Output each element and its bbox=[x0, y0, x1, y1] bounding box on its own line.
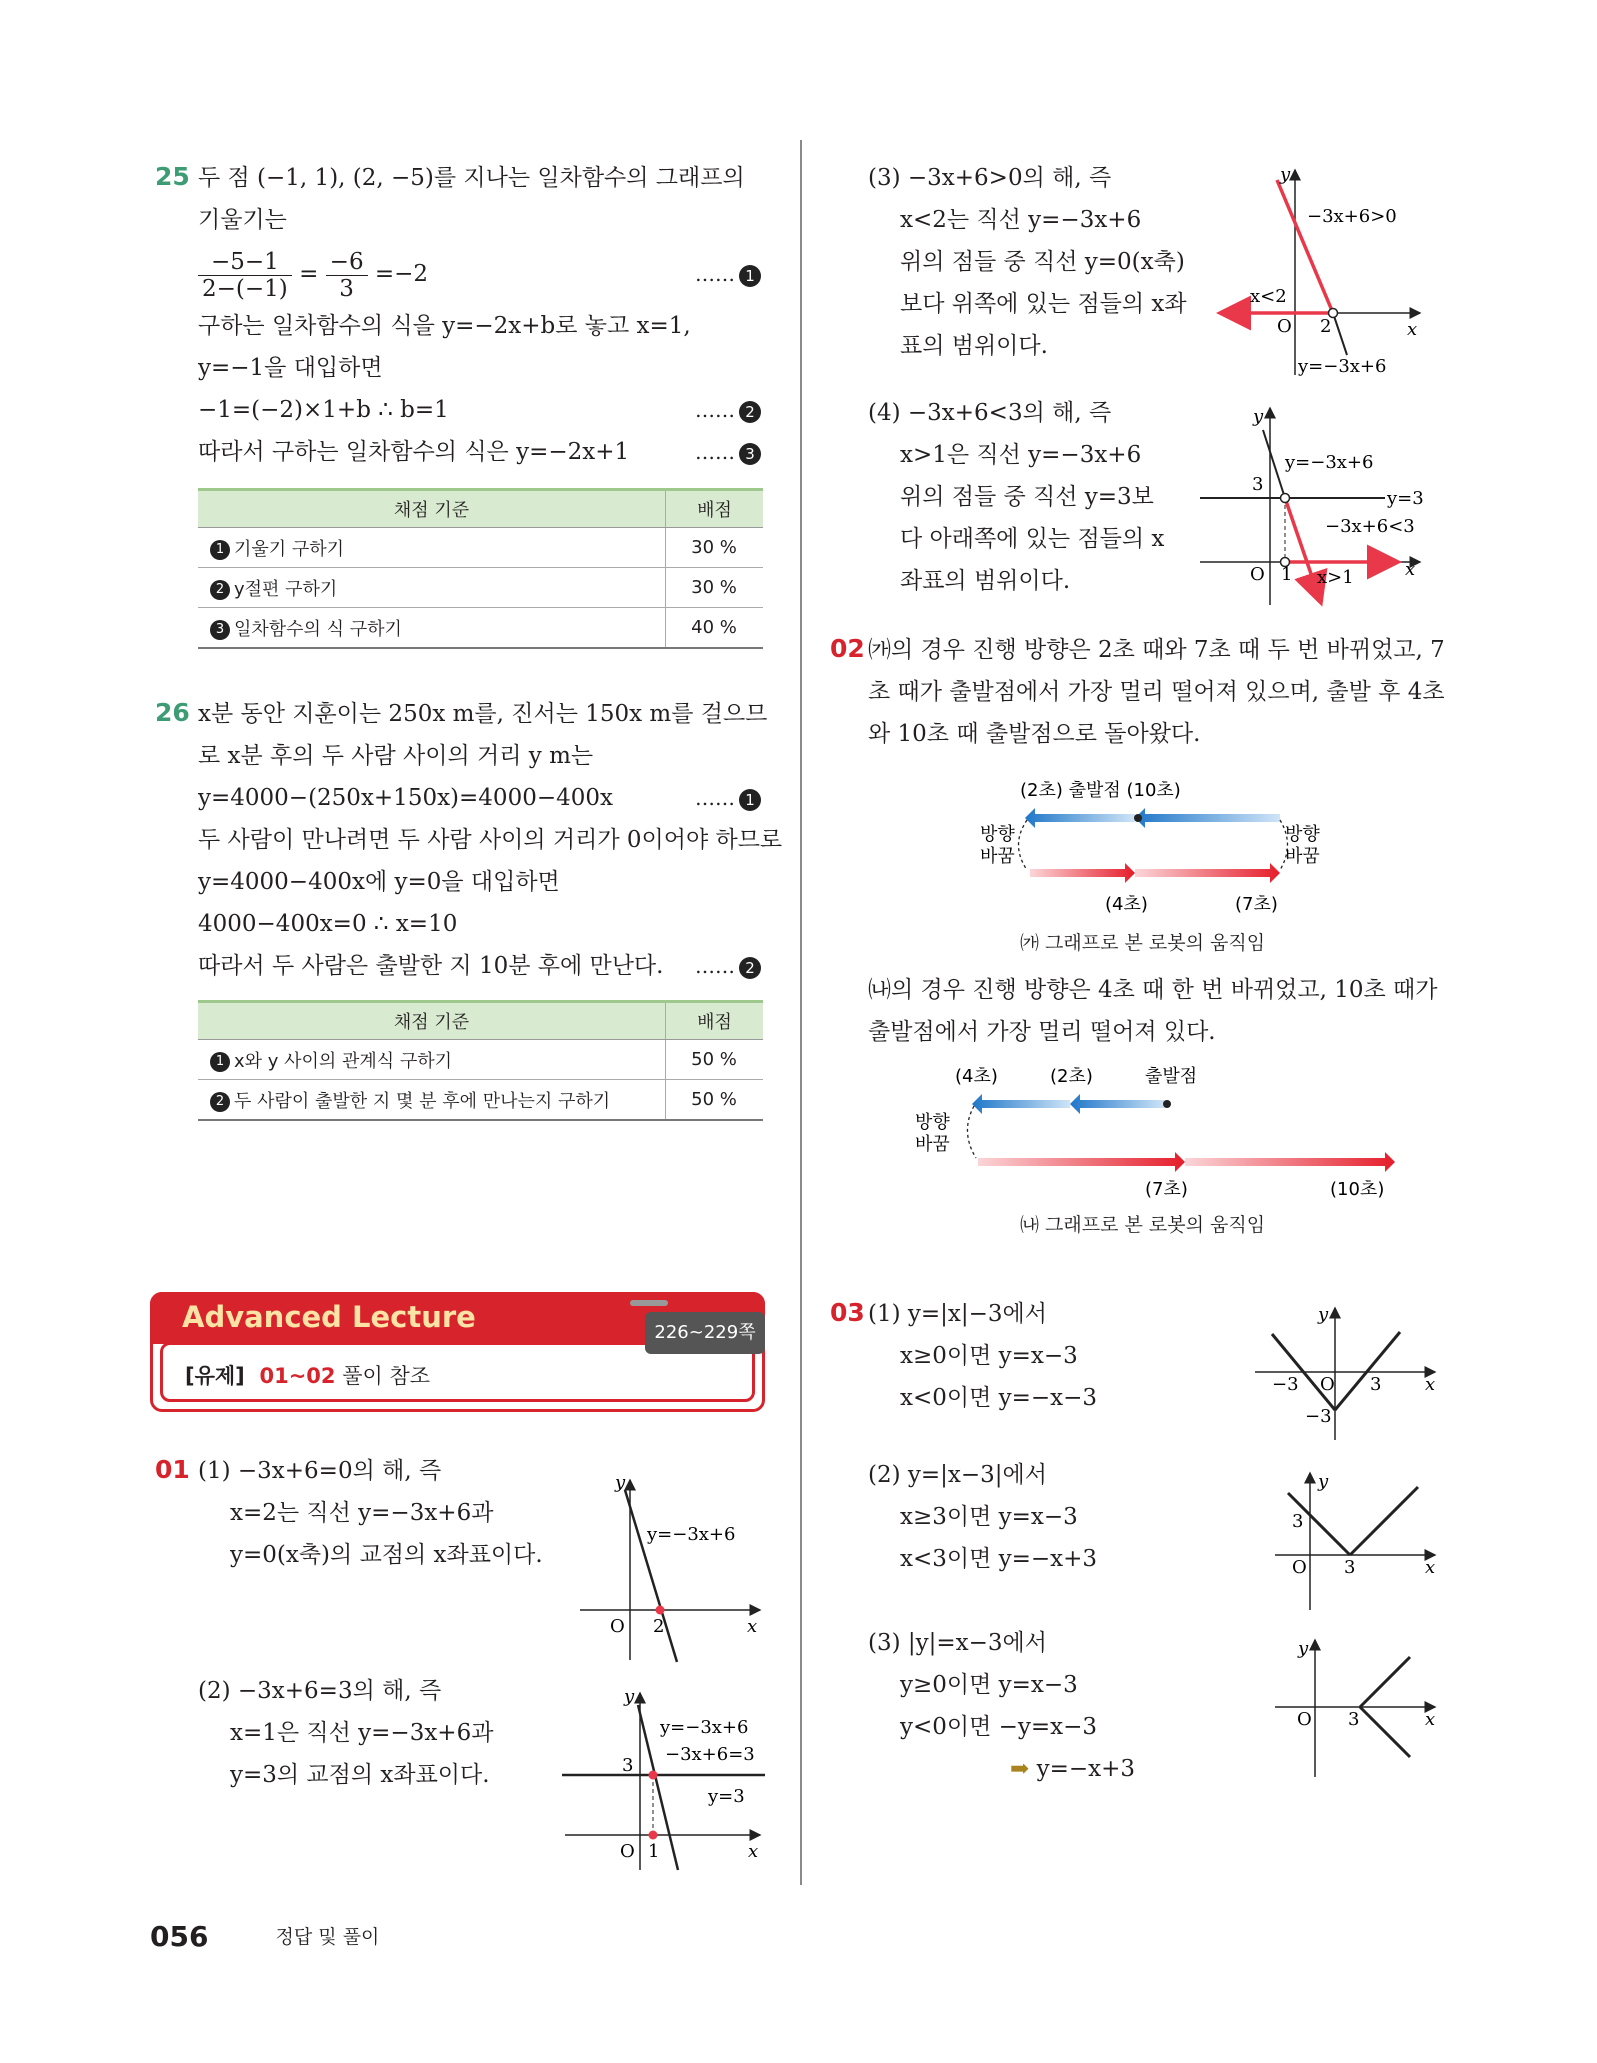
svg-text:y: y bbox=[615, 1472, 626, 1493]
svg-text:−3: −3 bbox=[1272, 1374, 1299, 1395]
svg-text:O: O bbox=[1320, 1374, 1335, 1395]
robot-diagram-a bbox=[975, 770, 1335, 920]
svg-text:(4초): (4초) bbox=[955, 1066, 998, 1087]
svg-text:O: O bbox=[1277, 316, 1292, 337]
svg-text:3: 3 bbox=[1344, 1557, 1356, 1578]
svg-text:−3x+6<3: −3x+6<3 bbox=[1325, 516, 1415, 537]
text-line: 두 사람이 만나려면 두 사람 사이의 거리가 0이어야 하므로 bbox=[198, 827, 783, 853]
svg-text:x>1: x>1 bbox=[1317, 567, 1354, 588]
svg-text:3: 3 bbox=[1292, 1511, 1304, 1532]
svg-text:(7초): (7초) bbox=[1235, 894, 1278, 915]
robot-diagram-b bbox=[910, 1060, 1400, 1200]
text-line: 두 점 (−1, 1), (2, −5)를 지나는 일차함수의 그래프의 bbox=[198, 165, 745, 191]
svg-text:3: 3 bbox=[1348, 1709, 1360, 1730]
step-mark-1: …… 1 bbox=[695, 262, 761, 287]
advanced-lecture-box bbox=[150, 1292, 765, 1412]
svg-text:O: O bbox=[1297, 1709, 1312, 1730]
svg-text:방향: 방향 bbox=[915, 1112, 950, 1133]
table-header: 배점 bbox=[666, 490, 764, 528]
svg-text:y=−3x+6: y=−3x+6 bbox=[1298, 356, 1387, 377]
svg-text:방향: 방향 bbox=[1285, 824, 1320, 845]
text-line: x≥3이면 y=x−3 bbox=[900, 1504, 1078, 1530]
svg-text:O: O bbox=[620, 1841, 635, 1862]
text-line: 와 10초 때 출발점으로 돌아왔다. bbox=[868, 721, 1201, 747]
text-line: x<3이면 y=−x+3 bbox=[900, 1546, 1098, 1572]
svg-text:−3x+6=3: −3x+6=3 bbox=[665, 1744, 755, 1765]
text-line: ➡ y=−x+3 bbox=[1010, 1756, 1136, 1782]
text-line: 위의 점들 중 직선 y=3보 bbox=[900, 484, 1154, 510]
graph-01-2 bbox=[560, 1685, 770, 1875]
page-number: 056 bbox=[150, 1920, 209, 1953]
svg-text:x: x bbox=[1405, 559, 1416, 580]
svg-text:1: 1 bbox=[1281, 564, 1293, 585]
text-line: (1) y=|x|−3에서 bbox=[868, 1301, 1047, 1327]
text-line: 기울기는 bbox=[198, 207, 287, 233]
answer-number: 03 bbox=[830, 1298, 865, 1327]
text-line: 로 x분 후의 두 사람 사이의 거리 y m는 bbox=[198, 743, 594, 769]
svg-text:(7초): (7초) bbox=[1145, 1179, 1188, 1200]
svg-text:x: x bbox=[1425, 1709, 1436, 1730]
step-mark-1: …… 1 bbox=[695, 786, 761, 811]
svg-text:출발점: 출발점 bbox=[1145, 1066, 1198, 1087]
svg-text:y: y bbox=[1318, 1304, 1329, 1325]
text-line: ㈎의 경우 진행 방향은 2초 때와 7초 때 두 번 바뀌었고, 7 bbox=[868, 637, 1445, 663]
table-row: 2 y절편 구하기 30 % bbox=[198, 568, 763, 608]
badge-pin-icon bbox=[630, 1300, 668, 1306]
text-line: x<2는 직선 y=−3x+6 bbox=[900, 207, 1142, 233]
diagram-caption: ㈎ 그래프로 본 로봇의 움직임 bbox=[1020, 932, 1266, 954]
svg-text:y=3: y=3 bbox=[1387, 488, 1424, 509]
text-line: −1=(−2)×1+b ∴ b=1 bbox=[198, 397, 449, 423]
svg-text:y=−3x+6: y=−3x+6 bbox=[647, 1524, 736, 1545]
implies-arrow-icon: ➡ bbox=[1010, 1756, 1030, 1782]
text-line: 초 때가 출발점에서 가장 멀리 떨어져 있으며, 출발 후 4초 bbox=[868, 679, 1445, 705]
graph-03-2 bbox=[1270, 1465, 1445, 1615]
page-footer bbox=[150, 1920, 379, 1953]
table-header: 배점 bbox=[666, 1002, 764, 1040]
graph-03-1 bbox=[1250, 1300, 1445, 1445]
text-line: x분 동안 지훈이는 250x m를, 진서는 150x m를 걸으므 bbox=[198, 701, 768, 727]
graph-01-1 bbox=[575, 1470, 765, 1665]
graph-01-4 bbox=[1195, 400, 1435, 610]
svg-text:1: 1 bbox=[648, 1841, 660, 1862]
text-line: (2) y=|x−3|에서 bbox=[868, 1462, 1047, 1488]
table-row: 2 두 사람이 출발한 지 몇 분 후에 만나는지 구하기 50 % bbox=[198, 1080, 763, 1121]
answer-number: 01 bbox=[155, 1455, 190, 1484]
scoring-table-26 bbox=[198, 1000, 763, 1121]
table-row: 3 일차함수의 식 구하기 40 % bbox=[198, 608, 763, 649]
svg-text:y: y bbox=[1298, 1638, 1309, 1659]
text-line: (1) −3x+6=0의 해, 즉 bbox=[198, 1458, 442, 1484]
text-line: y=4000−(250x+150x)=4000−400x bbox=[198, 785, 613, 811]
svg-text:(2초): (2초) bbox=[1050, 1066, 1093, 1087]
text-line: 위의 점들 중 직선 y=0(x축) bbox=[900, 249, 1185, 275]
svg-text:(2초) 출발점 (10초): (2초) 출발점 (10초) bbox=[1020, 780, 1181, 801]
step-mark-2: …… 2 bbox=[695, 954, 761, 979]
text-line: y<0이면 −y=x−3 bbox=[900, 1714, 1098, 1740]
svg-text:y: y bbox=[1253, 406, 1264, 427]
step-mark-2: …… 2 bbox=[695, 398, 761, 423]
text-line: 다 아래쪽에 있는 점들의 x bbox=[900, 526, 1165, 552]
svg-text:2: 2 bbox=[1320, 316, 1332, 337]
text-line: (3) −3x+6>0의 해, 즉 bbox=[868, 165, 1112, 191]
table-header: 채점 기준 bbox=[198, 490, 666, 528]
table-row: 1 x와 y 사이의 관계식 구하기 50 % bbox=[198, 1040, 763, 1080]
problem-number: 26 bbox=[155, 698, 190, 727]
diagram-caption: ㈏ 그래프로 본 로봇의 움직임 bbox=[1020, 1214, 1266, 1236]
svg-text:−3x+6>0: −3x+6>0 bbox=[1307, 206, 1397, 227]
svg-text:3: 3 bbox=[1370, 1374, 1382, 1395]
svg-text:y: y bbox=[624, 1686, 635, 1707]
text-line: 표의 범위이다. bbox=[900, 333, 1048, 359]
scoring-table-25 bbox=[198, 488, 763, 649]
footer-label: 정답 및 풀이 bbox=[275, 1926, 380, 1948]
text-line: 좌표의 범위이다. bbox=[900, 568, 1071, 594]
text-line: 따라서 두 사람은 출발한 지 10분 후에 만난다. bbox=[198, 953, 664, 979]
svg-text:O: O bbox=[610, 1616, 625, 1637]
text-line: x=2는 직선 y=−3x+6과 bbox=[230, 1500, 494, 1526]
slope-fraction: $\frac{-5-1}{2-(-1)}$ = $\frac{-6}{3}$ =−2 bbox=[198, 247, 428, 302]
svg-text:x: x bbox=[748, 1841, 759, 1862]
svg-text:O: O bbox=[1250, 564, 1265, 585]
text-line: (4) −3x+6<3의 해, 즉 bbox=[868, 400, 1112, 426]
text-line: x=1은 직선 y=−3x+6과 bbox=[230, 1720, 494, 1746]
svg-text:y=−3x+6: y=−3x+6 bbox=[1285, 452, 1374, 473]
svg-text:x: x bbox=[1425, 1374, 1436, 1395]
text-line: 보다 위쪽에 있는 점들의 x좌 bbox=[900, 291, 1187, 317]
text-line: y=4000−400x에 y=0을 대입하면 bbox=[198, 869, 560, 895]
text-line: y=−1을 대입하면 bbox=[198, 355, 383, 381]
text-line: (3) |y|=x−3에서 bbox=[868, 1630, 1047, 1656]
text-line: 출발점에서 가장 멀리 떨어져 있다. bbox=[868, 1019, 1216, 1045]
table-header: 채점 기준 bbox=[198, 1002, 666, 1040]
svg-text:2: 2 bbox=[653, 1616, 665, 1637]
svg-text:y=3: y=3 bbox=[708, 1786, 745, 1807]
svg-text:x: x bbox=[1425, 1557, 1436, 1578]
text-line: 4000−400x=0 ∴ x=10 bbox=[198, 911, 458, 937]
text-line: x≥0이면 y=x−3 bbox=[900, 1343, 1078, 1369]
svg-text:바꿈: 바꿈 bbox=[1285, 846, 1320, 867]
svg-text:y=−3x+6: y=−3x+6 bbox=[660, 1717, 749, 1738]
svg-text:x<2: x<2 bbox=[1250, 286, 1287, 307]
svg-text:x: x bbox=[747, 1616, 758, 1637]
text-line: ㈏의 경우 진행 방향은 4초 때 한 번 바뀌었고, 10초 때가 bbox=[868, 977, 1438, 1003]
advanced-lecture-title: Advanced Lecture bbox=[182, 1300, 476, 1334]
svg-text:−3: −3 bbox=[1305, 1406, 1332, 1427]
svg-text:바꿈: 바꿈 bbox=[980, 846, 1015, 867]
graph-03-3 bbox=[1270, 1632, 1445, 1782]
exercise-ref: [유제] 01~02 풀이 참조 bbox=[185, 1364, 431, 1388]
svg-text:3: 3 bbox=[622, 1755, 634, 1776]
column-divider bbox=[800, 140, 802, 1885]
text-line: x<0이면 y=−x−3 bbox=[900, 1385, 1098, 1411]
svg-text:3: 3 bbox=[1252, 474, 1264, 495]
svg-text:y: y bbox=[1318, 1471, 1329, 1492]
graph-01-3 bbox=[1215, 160, 1430, 385]
svg-text:O: O bbox=[1292, 1557, 1307, 1578]
problem-number: 25 bbox=[155, 162, 190, 191]
svg-text:(4초): (4초) bbox=[1105, 894, 1148, 915]
text-line: (2) −3x+6=3의 해, 즉 bbox=[198, 1678, 442, 1704]
text-line: y=0(x축)의 교점의 x좌표이다. bbox=[230, 1542, 543, 1568]
svg-text:바꿈: 바꿈 bbox=[915, 1134, 950, 1155]
step-mark-3: …… 3 bbox=[695, 440, 761, 465]
text-line: 따라서 구하는 일차함수의 식은 y=−2x+1 bbox=[198, 439, 630, 465]
label-turn-left: 방향 bbox=[980, 824, 1015, 845]
svg-text:y: y bbox=[1280, 164, 1291, 185]
text-line: x>1은 직선 y=−3x+6 bbox=[900, 442, 1142, 468]
text-line: 구하는 일차함수의 식을 y=−2x+b로 놓고 x=1, bbox=[198, 313, 691, 339]
table-row: 1 기울기 구하기 30 % bbox=[198, 528, 763, 568]
text-line: y≥0이면 y=x−3 bbox=[900, 1672, 1078, 1698]
answer-number: 02 bbox=[830, 634, 865, 663]
page-range-badge: 226~229쪽 bbox=[645, 1312, 765, 1354]
svg-text:x: x bbox=[1407, 319, 1418, 340]
text-line: y=3의 교점의 x좌표이다. bbox=[230, 1762, 490, 1788]
svg-text:(10초): (10초) bbox=[1330, 1179, 1385, 1200]
